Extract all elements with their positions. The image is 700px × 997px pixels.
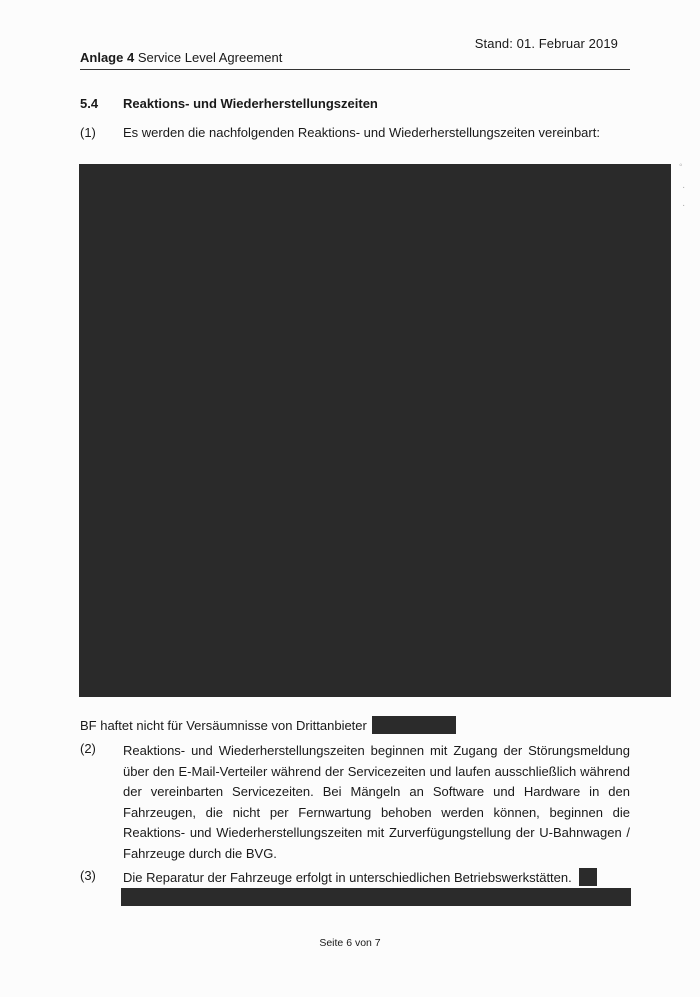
redacted-inline (372, 716, 456, 734)
section-number: 5.4 (80, 96, 99, 111)
document-date: Stand: 01. Februar 2019 (474, 36, 618, 51)
redacted-inline-2 (579, 868, 597, 886)
section-title: Reaktions- und Wiederherstellungszeiten (123, 96, 378, 111)
annex-title: Service Level Agreement (137, 50, 283, 65)
margin-mark-icon: ◦ (679, 160, 683, 171)
redacted-table (79, 164, 671, 697)
redacted-line (121, 888, 631, 906)
document-header (80, 50, 282, 65)
paragraph-1-number: (1) (80, 125, 96, 140)
paragraph-3-line (123, 868, 630, 888)
disclaimer-line (80, 716, 456, 734)
paragraph-1-text: Es werden die nachfolgenden Reaktions- und Wiederherstellungszeiten vereinbart: (123, 125, 600, 140)
margin-mark-icon: · (682, 182, 686, 193)
paragraph-3-number: (3) (80, 868, 96, 883)
paragraph-2-text: Reaktions- und Wiederherstellungszeiten beginnen mit Zugang der Störungsmeldung über den E-Mail-Verteiler während der Servicezeiten und laufen ausschließlich während der vereinbarten Servicezeiten. Bei Mängeln an Software und Hardware in den Fahrzeugen, die nicht per Fernwartung behoben werden können, beginnen die Reaktions- und Wiederherstellungszeiten mit Zurverfügungstellung der U-Bahnwagen / Fahrzeuge durch die BVG. (123, 743, 630, 861)
paragraph-2-number: (2) (80, 741, 96, 756)
paragraph-3-text: Die Reparatur der Fahrzeuge erfolgt in unterschiedlichen Betriebswerkstätten. (123, 870, 572, 885)
header-divider (80, 69, 630, 70)
disclaimer-text: BF haftet nicht für Versäumnisse von Drittanbieter (80, 718, 367, 733)
page-number: Seite 6 von 7 (319, 937, 381, 949)
margin-mark-icon: · (682, 200, 686, 211)
annex-label: Anlage 4 (80, 50, 135, 65)
